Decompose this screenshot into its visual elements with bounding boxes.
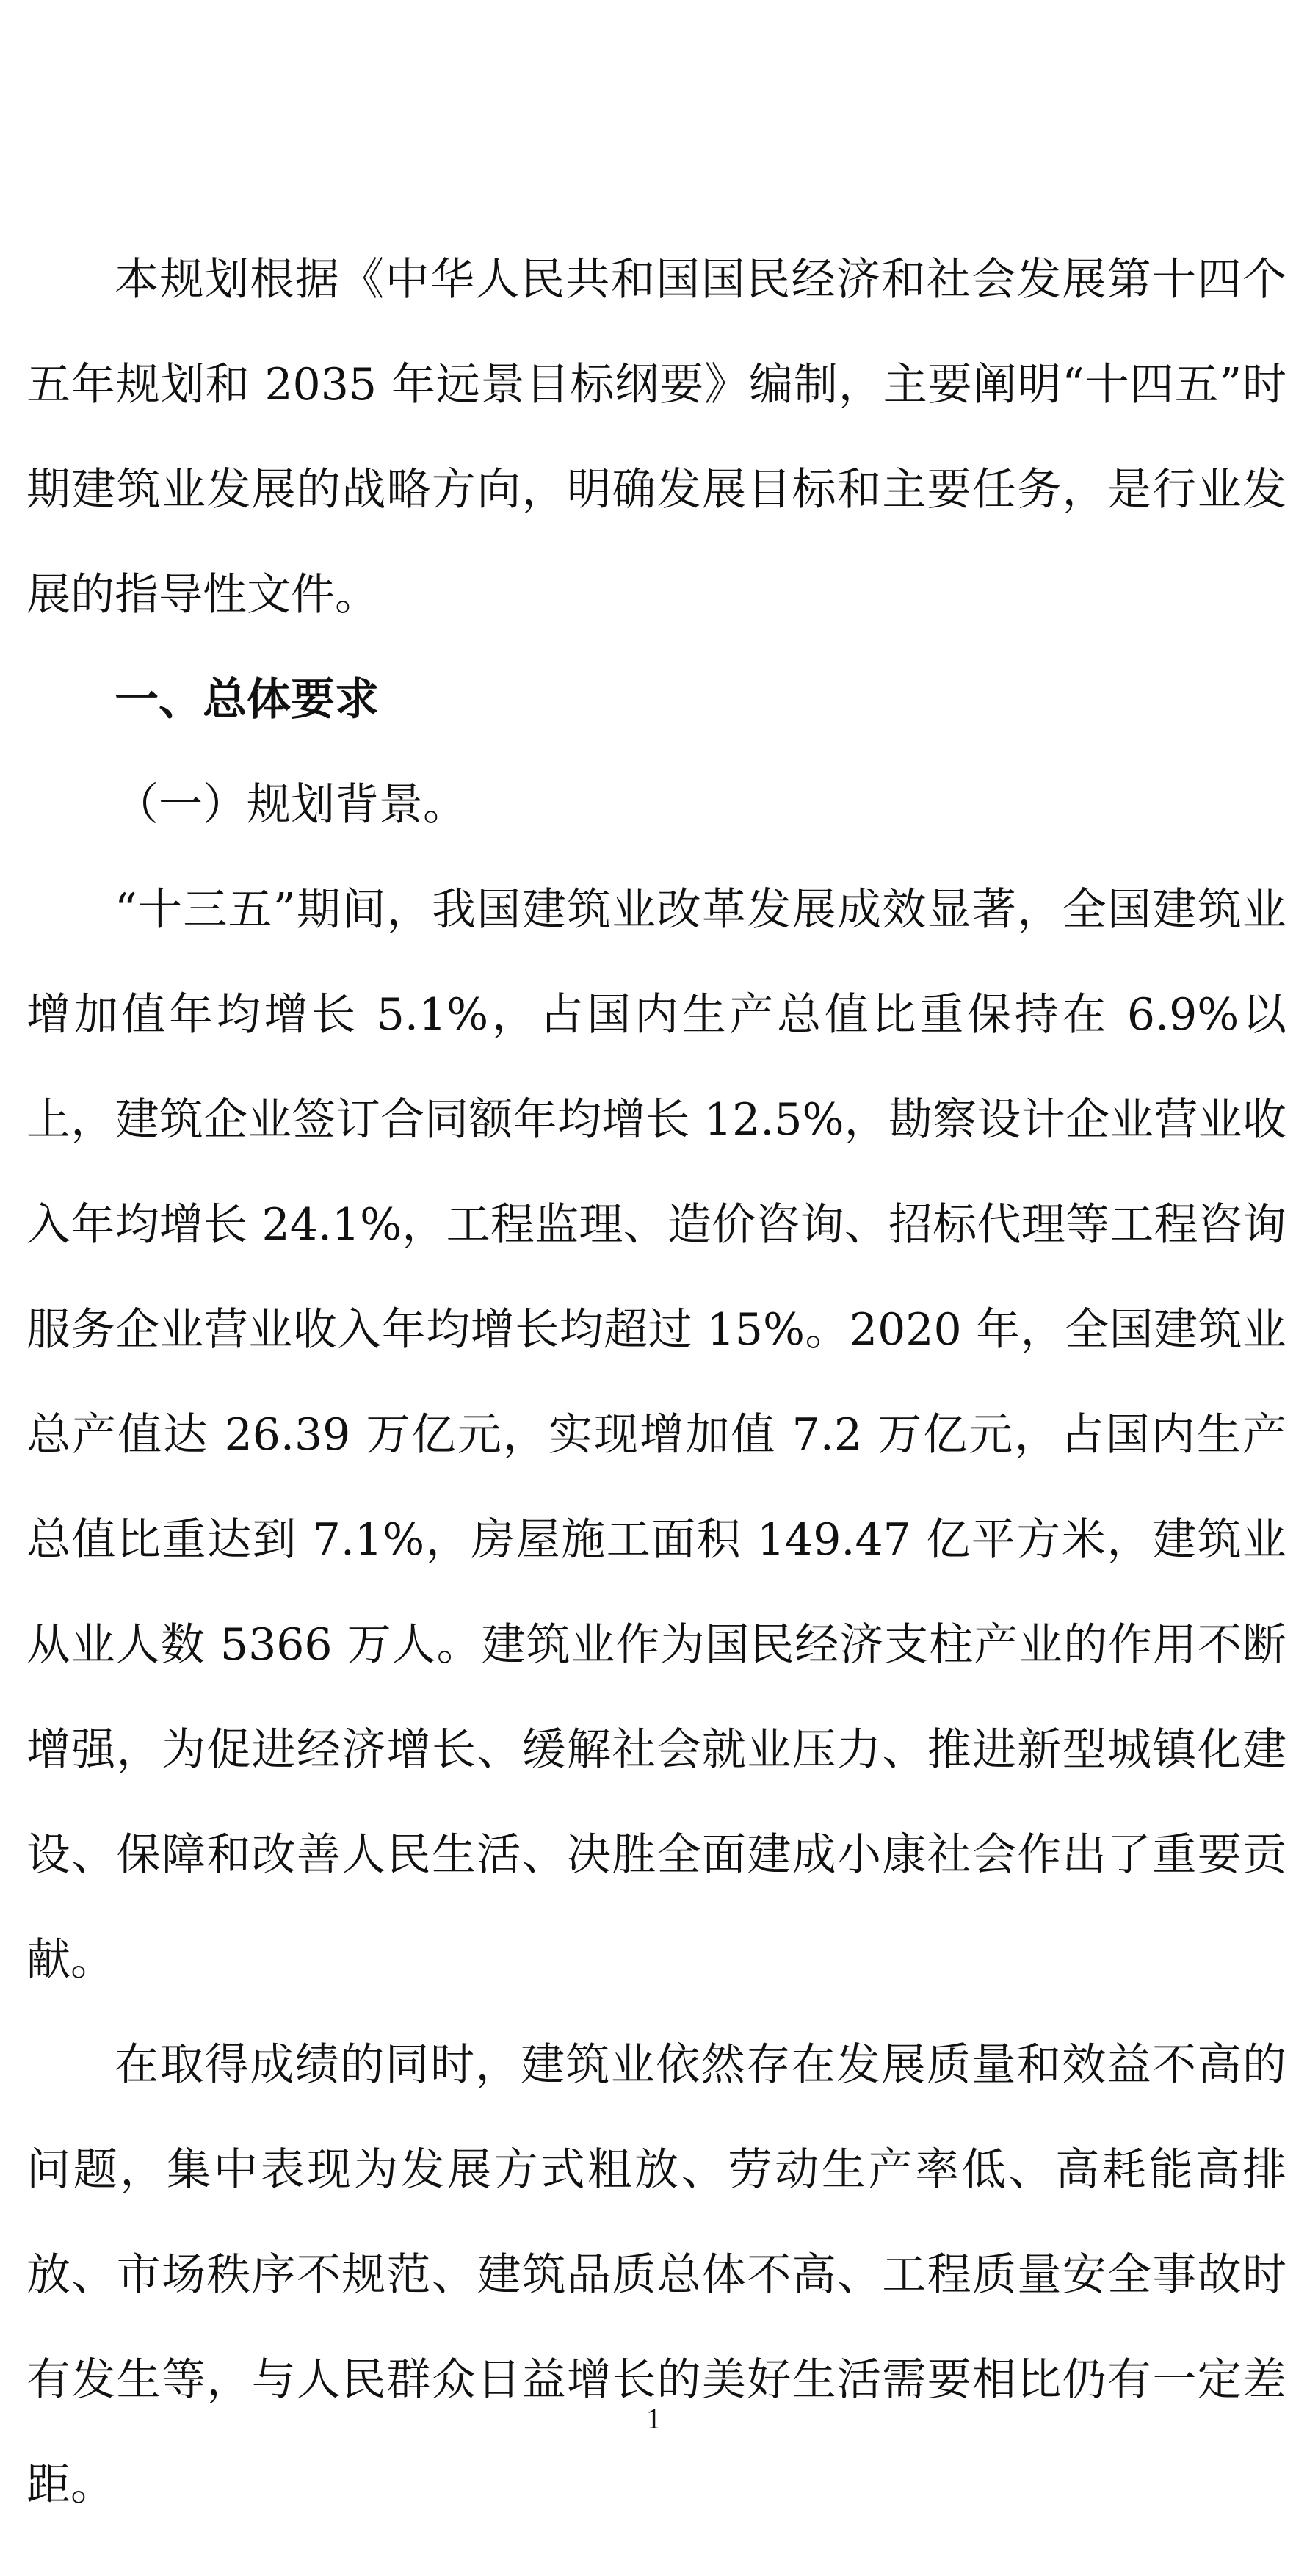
body-paragraph-problems: 在取得成绩的同时，建筑业依然存在发展质量和效益不高的问题，集中表现为发展方式粗放、劳动生产率低、高耗能高排放、市场秩序不规范、建筑品质总体不高、工程质量安全事故时有发生等，与人民群众日益增长的美好生活需要相比仍有一定差距。 — [26, 2039, 1286, 2511]
body-paragraph-achievements: “十三五”期间，我国建筑业改革发展成效显著，全国建筑业增加值年均增长 5.1%，占国内生产总值比重保持在 6.9%以上，建筑企业签订合同额年均增长 12.5%，勘察设计企业营业收入年均增长 24.1%，工程监理、造价咨询、招标代理等工程咨询服务企业营业收入年均增长均超过 15%。2020 年，全国建筑业总产值达 26.39 万亿元，实现增加值 7.2 万亿元，占国内生产总值比重达到 7.1%，房屋施工面积 149.47 亿平方米，建筑业从业人数 5366 万人。建筑业作为国民经济支柱产业的作用不断增强，为促进经济增长、缓解社会就业压力、推进新型城镇化建设、保障和改善人民生活、决胜全面建成小康社会作出了重要贡献。 — [26, 884, 1286, 1986]
subsection-heading: （一）规划背景。 — [115, 779, 467, 831]
section-heading: 一、总体要求 — [115, 674, 379, 726]
page-number: 1 — [646, 2402, 661, 2435]
document-body — [26, 228, 1286, 2538]
intro-paragraph: 本规划根据《中华人民共和国国民经济和社会发展第十四个五年规划和 2035 年远景目标纲要》编制，主要阐明“十四五”时期建筑业发展的战略方向，明确发展目标和主要任务，是行业发展的指导性文件。 — [26, 254, 1286, 621]
